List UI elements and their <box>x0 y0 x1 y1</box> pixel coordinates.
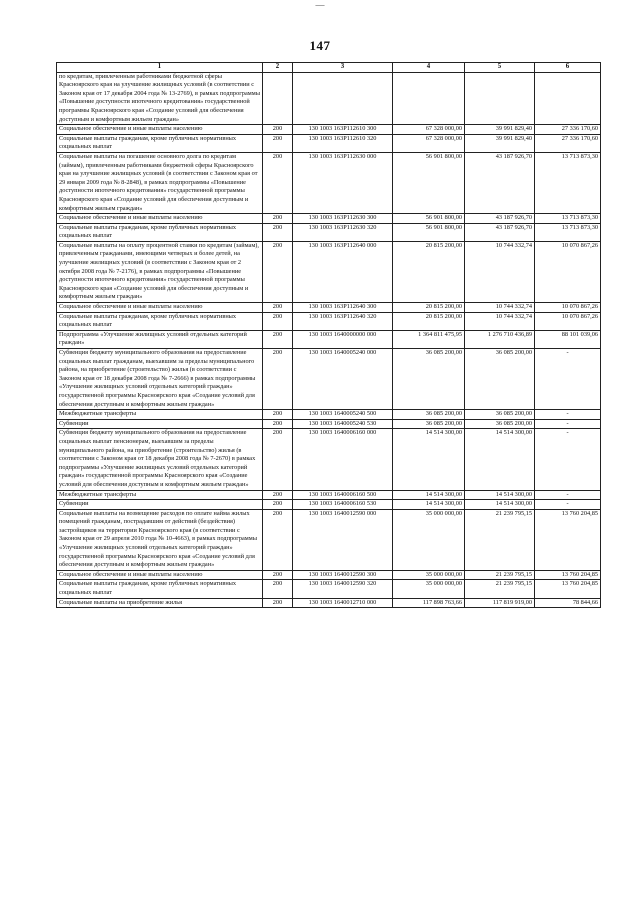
approved-amount-cell: 56 901 800,00 <box>393 152 465 213</box>
page-number: 147 <box>309 38 331 53</box>
unexecuted-amount-cell: 13 760 204,85 <box>535 570 601 580</box>
approved-amount-cell: 35 000 000,00 <box>393 580 465 598</box>
admin-code-cell: 200 <box>263 410 293 420</box>
unexecuted-amount-cell <box>535 72 601 125</box>
approved-amount-cell: 14 514 300,00 <box>393 429 465 490</box>
executed-amount-cell: 14 514 300,00 <box>465 429 535 490</box>
unexecuted-amount-cell: 10 070 867,26 <box>535 312 601 330</box>
table-row <box>57 330 601 348</box>
table-row <box>57 303 601 313</box>
item-name-cell: Социальные выплаты на возмещение расходов по оплате найма жилых помещений гражданам, пострадавшим от действий (бездействия) застройщиков на территории Красноярского края (в соответствии с Законом края от 29 апреля 2010 года № 10-4663), в рамках подпрограммы «Улучшение жилищных условий отдельных категорий граждан» государственной программы Красноярского края «Создание условий для обеспечения доступным и комфортным жильем граждан» <box>57 509 263 570</box>
executed-amount-cell: 36 085 200,00 <box>465 419 535 429</box>
classification-code-cell: 130 1003 163Р112610 320 <box>293 134 393 152</box>
admin-code-cell: 200 <box>263 349 293 410</box>
item-name-cell: Социальное обеспечение и иные выплаты населению <box>57 570 263 580</box>
top-mark: — <box>315 0 325 10</box>
table-row <box>57 241 601 302</box>
approved-amount-cell: 67 328 000,00 <box>393 125 465 135</box>
classification-code-cell: 130 1003 1640012710 000 <box>293 598 393 608</box>
unexecuted-amount-cell: 78 844,66 <box>535 598 601 608</box>
classification-code-cell: 130 1003 163Р112630 300 <box>293 214 393 224</box>
admin-code-cell: 200 <box>263 303 293 313</box>
executed-amount-cell: 21 239 795,15 <box>465 580 535 598</box>
approved-amount-cell: 67 328 000,00 <box>393 134 465 152</box>
classification-code-cell: 130 1003 163Р112630 320 <box>293 223 393 241</box>
budget-table <box>56 62 601 608</box>
table-row <box>57 125 601 135</box>
admin-code-cell: 200 <box>263 500 293 510</box>
unexecuted-amount-cell: - <box>535 490 601 500</box>
executed-amount-cell: 43 187 926,70 <box>465 152 535 213</box>
admin-code-cell: 200 <box>263 570 293 580</box>
classification-code-cell: 130 1003 1640000000 000 <box>293 330 393 348</box>
approved-amount-cell: 36 085 200,00 <box>393 419 465 429</box>
executed-amount-cell: 117 819 919,00 <box>465 598 535 608</box>
approved-amount-cell: 14 514 300,00 <box>393 500 465 510</box>
admin-code-cell: 200 <box>263 598 293 608</box>
unexecuted-amount-cell: 13 713 873,30 <box>535 214 601 224</box>
column-number: 4 <box>393 63 465 73</box>
executed-amount-cell: 21 239 795,15 <box>465 570 535 580</box>
approved-amount-cell: 56 901 800,00 <box>393 223 465 241</box>
classification-code-cell: 130 1003 163Р112640 320 <box>293 312 393 330</box>
admin-code-cell: 200 <box>263 214 293 224</box>
item-name-cell: Социальные выплаты гражданам, кроме публичных нормативных социальных выплат <box>57 223 263 241</box>
executed-amount-cell: 43 187 926,70 <box>465 223 535 241</box>
item-name-cell: Социальные выплаты на погашение основного долга по кредитам (займам), привлеченным работниками бюджетной сферы Красноярского края на улучшение жилищных условий (в соответствии с Законом края от 29 января 2009 года № 8-2848), в рамках подпрограммы «Повышение доступности ипотечного кредитования» государственной программы Красноярского края «Создание условий для обеспечения доступным и комфортным жильем граждан» <box>57 152 263 213</box>
approved-amount-cell: 1 364 811 475,95 <box>393 330 465 348</box>
executed-amount-cell: 14 514 300,00 <box>465 500 535 510</box>
admin-code-cell: 200 <box>263 312 293 330</box>
item-name-cell: Социальное обеспечение и иные выплаты населению <box>57 303 263 313</box>
unexecuted-amount-cell: 13 760 204,85 <box>535 509 601 570</box>
unexecuted-amount-cell: 88 101 039,06 <box>535 330 601 348</box>
executed-amount-cell: 21 239 795,15 <box>465 509 535 570</box>
classification-code-cell: 130 1003 1640006160 500 <box>293 490 393 500</box>
column-number: 3 <box>293 63 393 73</box>
table-body <box>57 72 601 608</box>
executed-amount-cell: 36 085 200,00 <box>465 349 535 410</box>
table-row <box>57 223 601 241</box>
approved-amount-cell: 20 815 200,00 <box>393 241 465 302</box>
executed-amount-cell: 14 514 300,00 <box>465 490 535 500</box>
table-row <box>57 570 601 580</box>
item-name-cell: Социальные выплаты гражданам, кроме публичных нормативных социальных выплат <box>57 312 263 330</box>
table-row <box>57 349 601 410</box>
admin-code-cell: 200 <box>263 419 293 429</box>
item-name-cell: Субвенции <box>57 419 263 429</box>
executed-amount-cell: 10 744 332,74 <box>465 241 535 302</box>
executed-amount-cell: 36 085 200,00 <box>465 410 535 420</box>
executed-amount-cell: 10 744 332,74 <box>465 303 535 313</box>
approved-amount-cell: 56 901 800,00 <box>393 214 465 224</box>
table-row <box>57 312 601 330</box>
table-row <box>57 429 601 490</box>
item-name-cell: Социальные выплаты гражданам, кроме публичных нормативных социальных выплат <box>57 580 263 598</box>
item-name-cell: Подпрограмма «Улучшение жилищных условий отдельных категорий граждан» <box>57 330 263 348</box>
approved-amount-cell: 36 085 200,00 <box>393 410 465 420</box>
item-name-cell: Субвенция бюджету муниципального образования на предоставление социальных выплат гражданам, выехавшим за пределы муниципального района, на приобретение (строительство) жилья (в соответствии с Законом края от 18 декабря 2008 года № 7-2666) в рамках подпрограммы «Улучшение жилищных условий отдельных категорий граждан» государственной программы Красноярского края «Создание условий для обеспечения доступным и комфортным жильем граждан» <box>57 349 263 410</box>
table-row <box>57 214 601 224</box>
unexecuted-amount-cell: - <box>535 410 601 420</box>
executed-amount-cell: 39 991 829,40 <box>465 134 535 152</box>
column-number: 5 <box>465 63 535 73</box>
classification-code-cell: 130 1003 163Р112610 300 <box>293 125 393 135</box>
unexecuted-amount-cell: 10 070 867,26 <box>535 241 601 302</box>
table-row <box>57 419 601 429</box>
item-name-cell: Субвенция бюджету муниципального образования на предоставление социальных выплат пенсионерам, выехавшим за пределы муниципального района, на приобретение (строительство) жилья (в соответствии с Законом края от 18 декабря 2008 года № 7-2670) в рамках подпрограммы «Улучшение жилищных условий отдельных категорий граждан» государственной программы Красноярского края «Создание условий для обеспечения доступным и комфортным жильем граждан» <box>57 429 263 490</box>
executed-amount-cell: 1 276 710 436,89 <box>465 330 535 348</box>
classification-code-cell: 130 1003 163Р112640 300 <box>293 303 393 313</box>
table-row <box>57 598 601 608</box>
classification-code-cell: 130 1003 1640012590 300 <box>293 570 393 580</box>
table-row <box>57 152 601 213</box>
admin-code-cell: 200 <box>263 134 293 152</box>
table-row <box>57 490 601 500</box>
classification-code-cell: 130 1003 1640005240 000 <box>293 349 393 410</box>
admin-code-cell <box>263 72 293 125</box>
item-name-cell: Социальные выплаты на оплату процентной ставки по кредитам (займам), привлеченным гражданами, имеющими четверых и более детей, на улучшение жилищных условий (в соответствии с Законом края от 2 октября 2008 года № 7-2176), в рамках подпрограммы «Повышение доступности ипотечного кредитования» государственной программы Красноярского края «Создание условий для обеспечения доступным и комфортным жильем граждан» <box>57 241 263 302</box>
item-name-cell: Социальные выплаты на приобретение жилья <box>57 598 263 608</box>
approved-amount-cell: 117 898 763,66 <box>393 598 465 608</box>
unexecuted-amount-cell: - <box>535 500 601 510</box>
table-row <box>57 580 601 598</box>
column-number-row <box>57 63 601 73</box>
classification-code-cell: 130 1003 1640005240 530 <box>293 419 393 429</box>
admin-code-cell: 200 <box>263 509 293 570</box>
admin-code-cell: 200 <box>263 241 293 302</box>
admin-code-cell: 200 <box>263 580 293 598</box>
unexecuted-amount-cell: - <box>535 419 601 429</box>
unexecuted-amount-cell: 27 336 170,60 <box>535 134 601 152</box>
admin-code-cell: 200 <box>263 223 293 241</box>
approved-amount-cell: 20 815 200,00 <box>393 312 465 330</box>
approved-amount-cell: 14 514 300,00 <box>393 490 465 500</box>
unexecuted-amount-cell: 27 336 170,60 <box>535 125 601 135</box>
table-row <box>57 500 601 510</box>
column-number: 1 <box>57 63 263 73</box>
unexecuted-amount-cell: - <box>535 429 601 490</box>
table-row <box>57 410 601 420</box>
admin-code-cell: 200 <box>263 429 293 490</box>
classification-code-cell: 130 1003 1640012590 000 <box>293 509 393 570</box>
approved-amount-cell: 35 000 000,00 <box>393 509 465 570</box>
executed-amount-cell: 10 744 332,74 <box>465 312 535 330</box>
admin-code-cell: 200 <box>263 125 293 135</box>
table-row <box>57 509 601 570</box>
classification-code-cell <box>293 72 393 125</box>
classification-code-cell: 130 1003 163Р112630 000 <box>293 152 393 213</box>
item-name-cell: по кредитам, привлеченным работниками бюджетной сферы Красноярского края на улучшение жилищных условий (в соответствии с Законом края от 17 декабря 2004 года № 13-2769), в рамках подпрограммы «Повышение доступности ипотечного кредитования» государственной программы Красноярского края «Создание условий для обеспечения доступным и комфортным жильем граждан» <box>57 72 263 125</box>
item-name-cell: Социальное обеспечение и иные выплаты населению <box>57 125 263 135</box>
admin-code-cell: 200 <box>263 490 293 500</box>
item-name-cell: Межбюджетные трансферты <box>57 410 263 420</box>
classification-code-cell: 130 1003 1640012590 320 <box>293 580 393 598</box>
column-number: 6 <box>535 63 601 73</box>
item-name-cell: Субвенции <box>57 500 263 510</box>
table-row <box>57 72 601 125</box>
item-name-cell: Социальные выплаты гражданам, кроме публичных нормативных социальных выплат <box>57 134 263 152</box>
unexecuted-amount-cell: 13 713 873,30 <box>535 223 601 241</box>
approved-amount-cell: 36 085 200,00 <box>393 349 465 410</box>
classification-code-cell: 130 1003 1640005240 500 <box>293 410 393 420</box>
unexecuted-amount-cell: 13 760 204,85 <box>535 580 601 598</box>
approved-amount-cell: 20 815 200,00 <box>393 303 465 313</box>
executed-amount-cell <box>465 72 535 125</box>
item-name-cell: Социальное обеспечение и иные выплаты населению <box>57 214 263 224</box>
admin-code-cell: 200 <box>263 330 293 348</box>
unexecuted-amount-cell: - <box>535 349 601 410</box>
admin-code-cell: 200 <box>263 152 293 213</box>
table-row <box>57 134 601 152</box>
approved-amount-cell: 35 000 000,00 <box>393 570 465 580</box>
unexecuted-amount-cell: 13 713 873,30 <box>535 152 601 213</box>
unexecuted-amount-cell: 10 070 867,26 <box>535 303 601 313</box>
executed-amount-cell: 39 991 829,40 <box>465 125 535 135</box>
item-name-cell: Межбюджетные трансферты <box>57 490 263 500</box>
classification-code-cell: 130 1003 1640006160 000 <box>293 429 393 490</box>
classification-code-cell: 130 1003 1640006160 530 <box>293 500 393 510</box>
column-number: 2 <box>263 63 293 73</box>
classification-code-cell: 130 1003 163Р112640 000 <box>293 241 393 302</box>
approved-amount-cell <box>393 72 465 125</box>
executed-amount-cell: 43 187 926,70 <box>465 214 535 224</box>
